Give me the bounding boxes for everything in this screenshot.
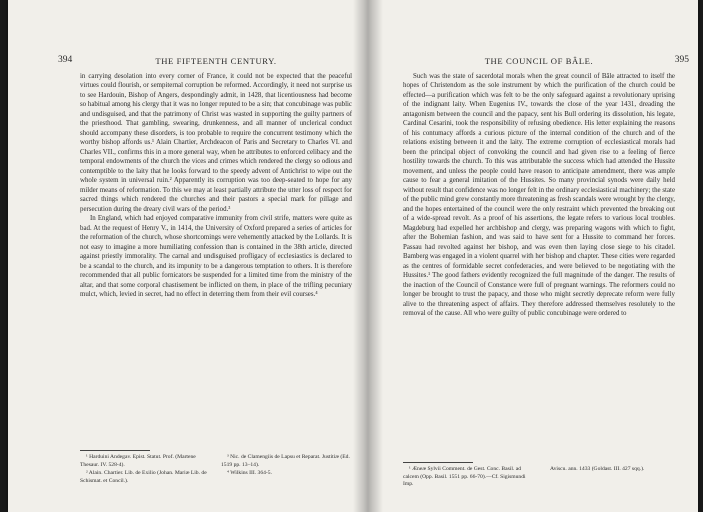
- left-body-text: [80, 72, 352, 300]
- right-footnote-column-1: [403, 466, 534, 490]
- left-footnote-column-1: [80, 454, 211, 486]
- right-footnote-rule: [403, 462, 473, 463]
- right-running-head: [403, 55, 689, 67]
- left-footnotes: [80, 454, 352, 486]
- footnote-1: ¹ Harduini Andegav. Epist. Statut. Prof. (Martene Thesaur. IV. 528-4).: [80, 454, 196, 468]
- right-body-text: [403, 72, 675, 319]
- right-footnote-column-2: [544, 466, 675, 490]
- left-running-title: THE FIFTEENTH CENTURY.: [155, 56, 277, 66]
- right-footnotes: [403, 466, 675, 490]
- left-paragraph-2: In England, which had enjoyed comparative immunity from civil strife, matters were quite as bad. At the request of Henry V., in 1414, the University of Oxford prepared a series of articles for the reformation of the church, whose shortcomings were vehemently attacked by the Lollards. It is not easy to imagine a more humiliating confession than is contained in the 38th article, directed against priestly immorality. The carnal and undisguised profligacy of ecclesiastics is declared to be a scandal to the church, and its impunity to be a dangerous temptation to others. It is therefore recommended that all public fornicators be suspended for a limited time from the ministry of the altar, and that some corporal chastisement be inflicted on them, in place of the trifling pecuniary mulct, which, levied in secret, had no effect in deterring them from their evil courses.⁴: [80, 215, 352, 299]
- footnote-4: ⁴ Wilkins III. 364-5.: [227, 470, 272, 477]
- left-footnote-column-2: [221, 454, 352, 486]
- left-footnote-rule: [80, 450, 150, 451]
- right-footnote-1-continued: Aviscu. ann. 1433 (Goldast. III. 427 sqq.).: [550, 466, 645, 472]
- footnote-3: ³ Nic. de Clamengiis de Lapsu et Reparat. Justitiæ (Ed. 1519 pp. 13–14).: [221, 454, 350, 468]
- left-page-number: 394: [58, 55, 73, 65]
- left-running-head: [58, 55, 352, 67]
- book-gutter: [353, 0, 383, 512]
- left-paragraph-1: in carrying desolation into every corner of France, it could not be expected that the peaceful virtues could flourish, or sempiternal corruption be reformed. Accordingly, it need not surprise us to see Hardouin, Bishop of Angers, despondingly admit, in 1428, that licentiousness had become so habitual among his clergy that it was no longer reputed to be a sin; that concubinage was public and undisguised, and that the patrimony of Christ was wasted in supporting the guilty partners of the priesthood. That gambling, swearing, drunkenness, and all manner of unclerical conduct should accompany these disorders, is too probable to require the concurrent testimony which the worthy bishop affords us.¹ Alain Chartier, Archdeacon of Paris and Secretary to Charles VI. and Charles VII., confirms this in a more general way, when he attributes to enforced celibacy and the temporal endowments of the church the vices and crimes which rendered the clergy so odious and contemptible to the laity that he looks forward to the speedy advent of Antichrist to wipe out the whole system in universal ruin.² Apparently its corruption was too deep-seated to hope for any milder means of reformation. To this we may at least partially attribute the utter loss of respect for sacred things which rendered the churches and their pastors a special mark for pillage and persecution during the dreary civil wars of the period.³: [80, 73, 352, 213]
- right-page: [403, 0, 689, 512]
- right-running-title: THE COUNCIL OF BÂLE.: [484, 56, 594, 66]
- right-paragraph-1: Such was the state of sacerdotal morals when the great council of Bâle attracted to itself the hopes of Christendom as the sole instrument by which the purification of the church could be effected—a purification which was felt to be the only safeguard against a revolutionary uprising of the indignant laity. When Eugenius IV., towards the close of the year 1431, dreading the antagonism between the council and the papacy, sent his Bull ordering its dissolution, his legate, Cardinal Cesarini, took the responsibility of refusing obedience. His letter explaining the reasons of his contumacy affords a curious picture of the internal condition of the church and of the relations existing between it and the laity. The extreme corruption of ecclesiastical morals had been the principal object of convoking the council and had given rise to a feeling of fierce hostility towards the church. To this was attributable the success which had attended the Hussite movement, and unless the people could have reason to anticipate amendment, there was ample cause to fear a general imitation of the Hussites. So many provincial synods were daily held without result that confidence was no longer felt in the ordinary ecclesiastical machinery; the state of the public mind grew constantly more threatening as fresh scandals were wrought by the clergy, and the hopes entertained of the council were the only restraint which prevented the breaking out of a wide-spread revolt. As a proof of his assertions, the legate refers to various local troubles. Magdeburg had expelled her archbishop and clergy, was preparing wagons with which to fight, after the Bohemian fashion, and was said to have sent for a Hussite to command her forces. Passau had revolted against her bishop, and was even then laying close siege to his citadel. Bamberg was engaged in a violent quarrel with her bishop and chapter. These cities were regarded as the centres of formidable secret confederacies, and were believed to be negotiating with the Hussites.¹ The good fathers evidently recognized the full magnitude of the danger. The results of the inaction of the Council of Constance were full of pregnant warnings. The reformers could no longer be brought to trust the papacy, and those who might secretly deprecate reform were fully alive to the threatening aspect of affairs. They therefore addressed themselves resolutely to the removal of the cause. All who were guilty of public concubinage were ordered to: [403, 73, 675, 318]
- right-page-number: 395: [674, 55, 689, 65]
- book-spread: [8, 0, 698, 512]
- footnote-2: ² Alain. Chartier. Lib. de Exilio (Johan. Mariæ Lib. de Schismat. et Concil.).: [80, 470, 207, 484]
- left-page: [58, 0, 352, 512]
- right-footnote-1: ¹ Æneæ Sylvii Comment. de Gest. Conc. Basil. ad calcem (Opp. Basil. 1551 pp. 66-70).—Cf. Sigismundi Imp.: [403, 466, 526, 488]
